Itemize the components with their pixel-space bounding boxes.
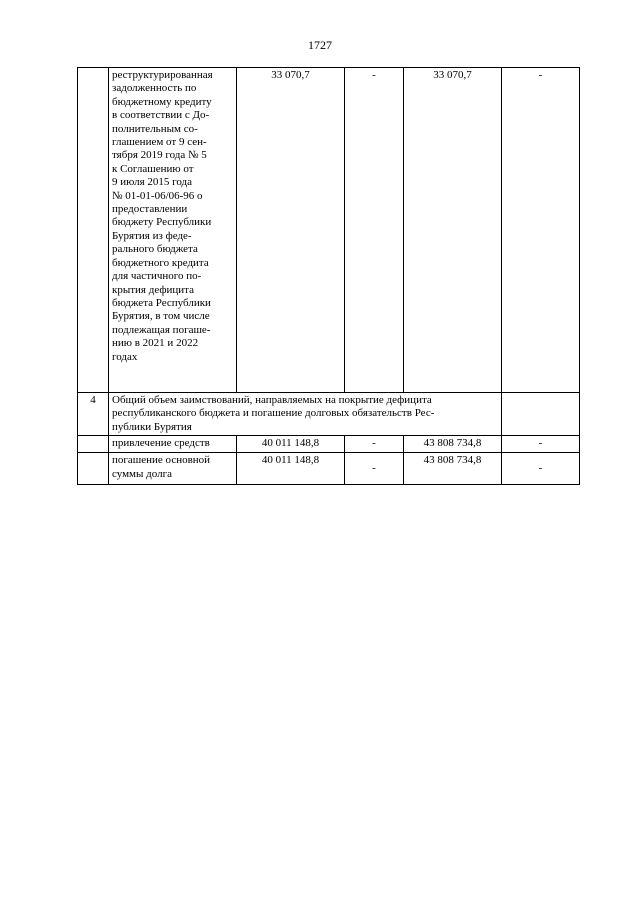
row-number-cell [78,453,109,485]
dash-2022-cell: - [502,453,580,485]
description-line: № 01-01-06/06-96 о [112,189,203,202]
dash-2022-cell: - [502,68,580,393]
row-number-cell [78,68,109,393]
row-description-cell [109,453,237,485]
value-2022-cell: 33 070,7 [404,68,502,393]
description-line: бюджету Республики [112,216,212,229]
description-line: тября 2019 года № 5 [112,149,207,162]
description-line: рального бюджета [112,243,198,256]
description-line: полнительным со- [112,122,198,135]
value-2021-cell: 33 070,7 [237,68,345,393]
table-row [78,436,580,453]
description-line: 9 июля 2015 года [112,176,193,189]
section-heading-cell [109,393,502,436]
dash-2021-cell: - [345,453,404,485]
description-line: глашением от 9 сен- [112,136,207,149]
description-line: погашение основной [112,454,211,467]
description-line: реструктурированная [112,69,213,81]
description-line: к Соглашению от [112,162,194,175]
description-line: подлежащая погаше- [112,323,211,336]
description-line: бюджетному кредиту [112,95,212,108]
description-line: бюджетного кредита [112,256,209,269]
borrowing-table [77,67,580,485]
description-line: бюджета Республики [112,296,211,309]
description-line: предоставлении [112,203,188,216]
row-number-cell [78,436,109,453]
empty-cell [502,393,580,436]
row-description-cell: привлечение средств [109,436,237,453]
description-line: нию в 2021 и 2022 [112,337,199,350]
table-row [78,68,580,393]
description-line: задолженность по [112,82,197,95]
page-number: 1727 [308,38,332,52]
dash-2022-cell: - [502,436,580,453]
row-number-cell: 4 [78,393,109,436]
table-row [78,393,580,436]
row-description-cell [109,68,237,393]
value-2021-cell: 40 011 148,8 [237,453,345,485]
dash-2021-cell: - [345,436,404,453]
dash-2021-cell: - [345,68,404,393]
description-line: крытия дефицита [112,283,194,296]
description-line: суммы долга [112,467,172,480]
description-line: в соответствии с До- [112,109,210,122]
heading-line: публики Бурятия [112,420,192,433]
heading-line: Общий объем заимствований, направляемых на покрытие дефицита [112,394,432,406]
heading-line: республиканского бюджета и погашение долговых обязательств Рес- [112,407,435,420]
description-line: для частичного по- [112,270,202,283]
value-2022-cell: 43 808 734,8 [404,453,502,485]
description-line: Бурятия из феде- [112,229,192,242]
description-line: годах [112,350,138,363]
table-row [78,453,580,485]
description-line: Бурятия, в том числе [112,310,210,323]
value-2021-cell: 40 011 148,8 [237,436,345,453]
value-2022-cell: 43 808 734,8 [404,436,502,453]
